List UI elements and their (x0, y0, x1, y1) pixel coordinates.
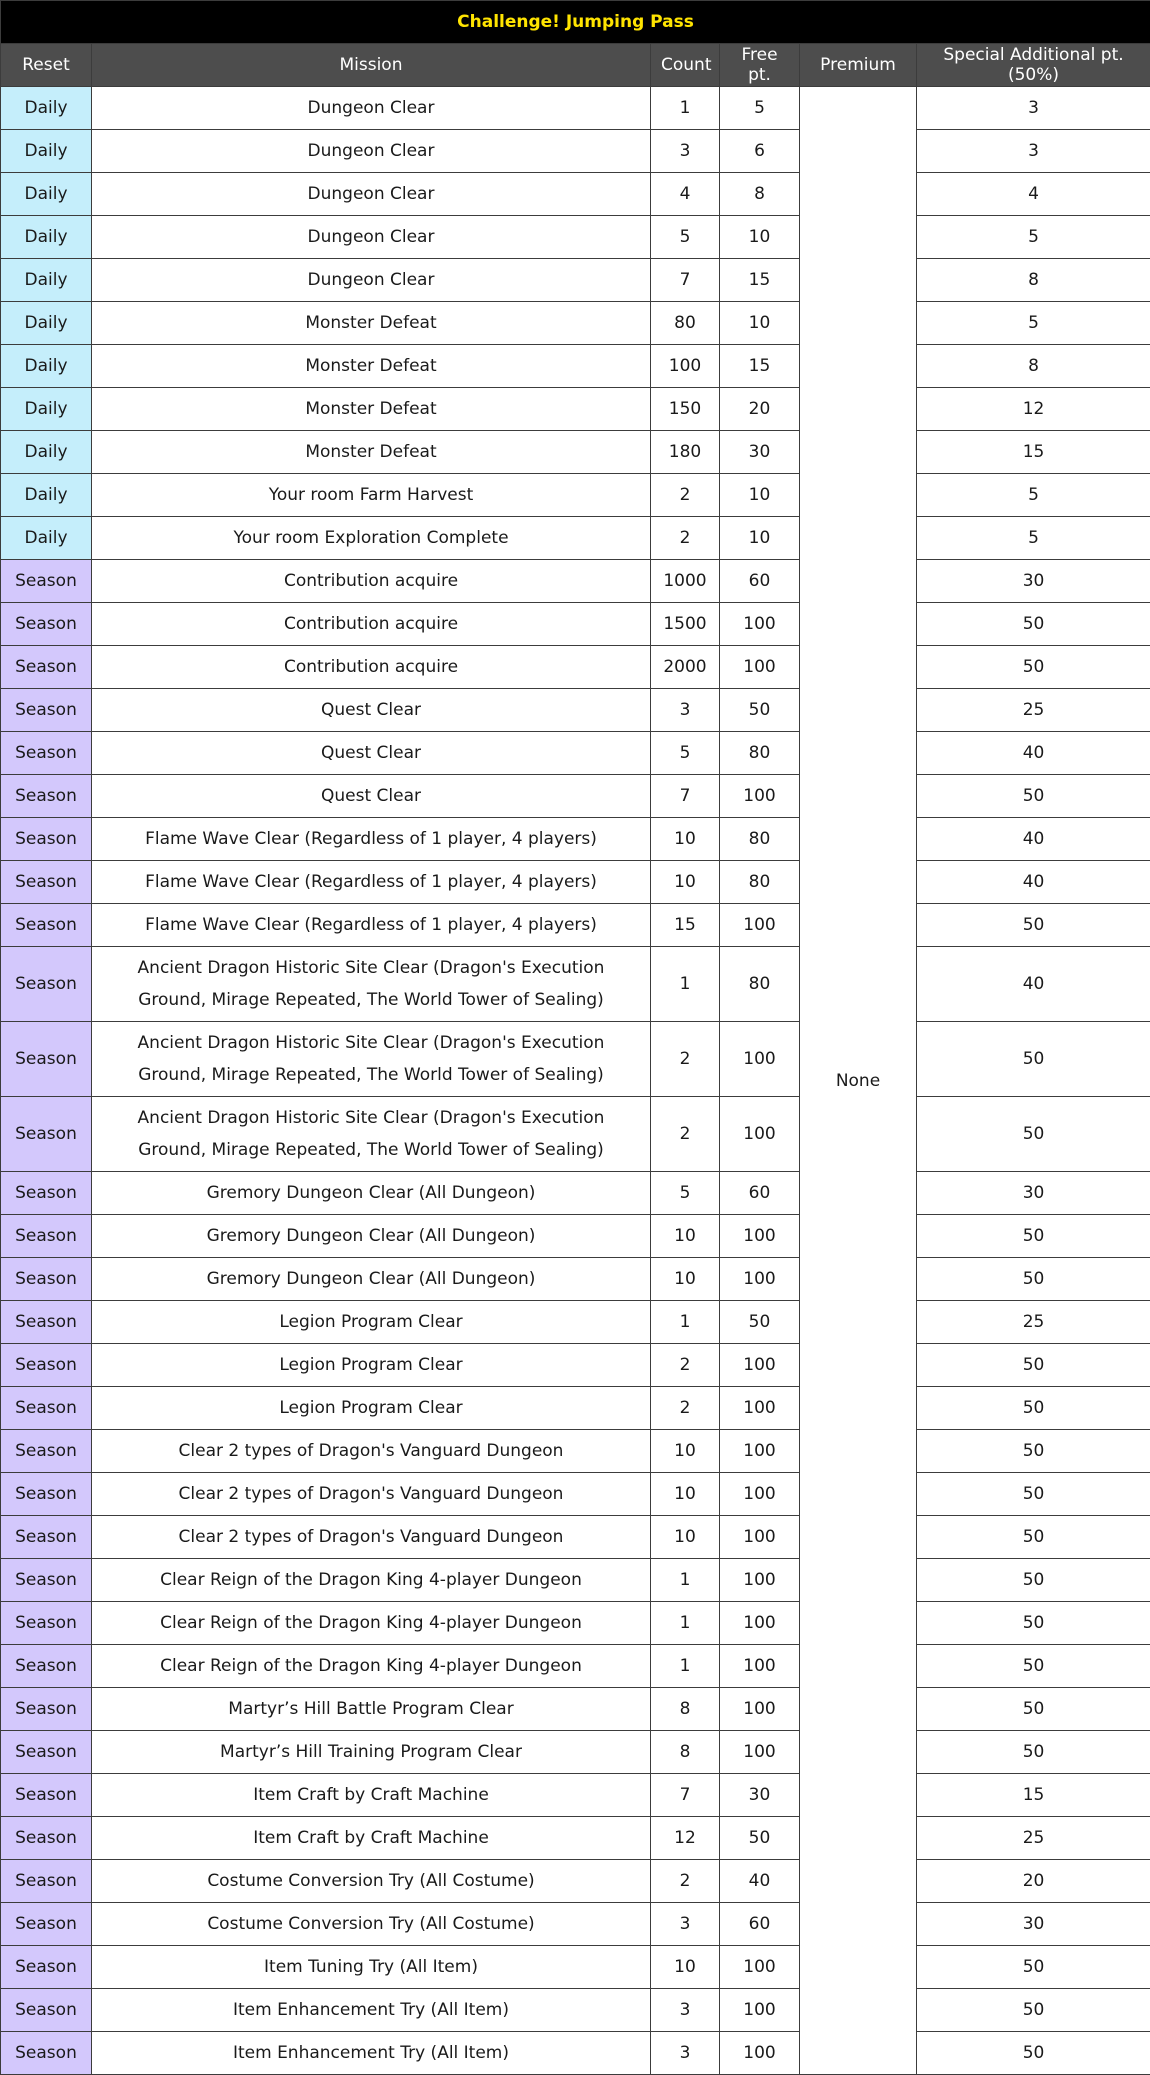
count-cell: 150 (651, 388, 720, 431)
mission-cell: Your room Exploration Complete (92, 517, 651, 560)
table-row (1, 1473, 1150, 1516)
reset-cell: Season (1, 1946, 92, 1989)
reset-cell: Season (1, 1559, 92, 1602)
mission-cell: Quest Clear (92, 732, 651, 775)
special-pt-cell: 50 (917, 2032, 1150, 2075)
header-count: Count (651, 44, 720, 87)
reset-cell: Daily (1, 130, 92, 173)
table-row (1, 345, 1150, 388)
free-pt-cell: 100 (720, 1516, 800, 1559)
table-title: Challenge! Jumping Pass (1, 1, 1150, 44)
count-cell: 8 (651, 1688, 720, 1731)
table-row (1, 1946, 1150, 1989)
count-cell: 1500 (651, 603, 720, 646)
mission-cell: Contribution acquire (92, 603, 651, 646)
free-pt-cell: 15 (720, 345, 800, 388)
reset-cell: Daily (1, 345, 92, 388)
table-row (1, 689, 1150, 732)
table-row (1, 87, 1150, 130)
free-pt-cell: 100 (720, 1946, 800, 1989)
table-row (1, 474, 1150, 517)
count-cell: 3 (651, 2032, 720, 2075)
mission-cell: Quest Clear (92, 689, 651, 732)
free-pt-cell: 100 (720, 904, 800, 947)
reset-cell: Season (1, 1022, 92, 1097)
count-cell: 10 (651, 1215, 720, 1258)
special-pt-cell: 15 (917, 431, 1150, 474)
mission-cell: Monster Defeat (92, 388, 651, 431)
table-row (1, 560, 1150, 603)
free-pt-cell: 50 (720, 1301, 800, 1344)
mission-cell: Ancient Dragon Historic Site Clear (Dragon's Execution Ground, Mirage Repeated, The World Tower of Sealing) (92, 1022, 651, 1097)
special-pt-cell: 5 (917, 517, 1150, 560)
count-cell: 10 (651, 1516, 720, 1559)
reset-cell: Season (1, 1172, 92, 1215)
table-row (1, 775, 1150, 818)
free-pt-cell: 80 (720, 947, 800, 1022)
mission-cell: Item Enhancement Try (All Item) (92, 1989, 651, 2032)
count-cell: 15 (651, 904, 720, 947)
reset-cell: Season (1, 1097, 92, 1172)
count-cell: 3 (651, 1989, 720, 2032)
free-pt-cell: 100 (720, 1430, 800, 1473)
table-row (1, 1989, 1150, 2032)
count-cell: 1 (651, 1645, 720, 1688)
free-pt-cell: 100 (720, 1473, 800, 1516)
reset-cell: Season (1, 1258, 92, 1301)
table-row (1, 818, 1150, 861)
reset-cell: Season (1, 1602, 92, 1645)
mission-cell: Monster Defeat (92, 302, 651, 345)
table-row (1, 1731, 1150, 1774)
reset-cell: Season (1, 1344, 92, 1387)
reset-cell: Season (1, 1903, 92, 1946)
count-cell: 4 (651, 173, 720, 216)
free-pt-cell: 100 (720, 1989, 800, 2032)
reset-cell: Season (1, 560, 92, 603)
mission-cell: Dungeon Clear (92, 130, 651, 173)
mission-cell: Quest Clear (92, 775, 651, 818)
mission-cell: Clear Reign of the Dragon King 4-player Dungeon (92, 1559, 651, 1602)
table-row (1, 1097, 1150, 1172)
mission-cell: Flame Wave Clear (Regardless of 1 player, 4 players) (92, 861, 651, 904)
free-pt-cell: 100 (720, 1215, 800, 1258)
count-cell: 2 (651, 1344, 720, 1387)
table-row (1, 388, 1150, 431)
count-cell: 1 (651, 1602, 720, 1645)
header-free-pt: Free pt. (720, 44, 800, 87)
table-row (1, 1022, 1150, 1097)
reset-cell: Season (1, 689, 92, 732)
mission-cell: Clear 2 types of Dragon's Vanguard Dungeon (92, 1473, 651, 1516)
count-cell: 1 (651, 87, 720, 130)
count-cell: 1 (651, 1301, 720, 1344)
mission-cell: Monster Defeat (92, 345, 651, 388)
mission-cell: Legion Program Clear (92, 1344, 651, 1387)
special-pt-cell: 50 (917, 1344, 1150, 1387)
special-pt-cell: 25 (917, 1301, 1150, 1344)
free-pt-cell: 80 (720, 861, 800, 904)
reset-cell: Season (1, 2032, 92, 2075)
title-row (1, 1, 1150, 44)
count-cell: 3 (651, 1903, 720, 1946)
special-pt-cell: 5 (917, 474, 1150, 517)
count-cell: 2 (651, 1022, 720, 1097)
reset-cell: Season (1, 1774, 92, 1817)
special-pt-cell: 50 (917, 1516, 1150, 1559)
count-cell: 2 (651, 1860, 720, 1903)
mission-cell: Clear 2 types of Dragon's Vanguard Dungeon (92, 1516, 651, 1559)
mission-cell: Costume Conversion Try (All Costume) (92, 1903, 651, 1946)
free-pt-cell: 10 (720, 216, 800, 259)
table-row (1, 1215, 1150, 1258)
reset-cell: Daily (1, 388, 92, 431)
special-pt-cell: 50 (917, 603, 1150, 646)
special-pt-cell: 50 (917, 1387, 1150, 1430)
count-cell: 10 (651, 861, 720, 904)
count-cell: 2000 (651, 646, 720, 689)
header-special-pt: Special Additional pt. (50%) (917, 44, 1150, 87)
free-pt-cell: 6 (720, 130, 800, 173)
free-pt-cell: 60 (720, 1903, 800, 1946)
table-row (1, 1645, 1150, 1688)
special-pt-cell: 50 (917, 1645, 1150, 1688)
table-row (1, 1430, 1150, 1473)
free-pt-cell: 100 (720, 1559, 800, 1602)
count-cell: 1000 (651, 560, 720, 603)
count-cell: 2 (651, 1387, 720, 1430)
reset-cell: Season (1, 1473, 92, 1516)
mission-cell: Legion Program Clear (92, 1301, 651, 1344)
count-cell: 1 (651, 1559, 720, 1602)
mission-cell: Clear 2 types of Dragon's Vanguard Dungeon (92, 1430, 651, 1473)
header-reset: Reset (1, 44, 92, 87)
mission-cell: Costume Conversion Try (All Costume) (92, 1860, 651, 1903)
reset-cell: Season (1, 775, 92, 818)
count-cell: 10 (651, 1946, 720, 1989)
count-cell: 2 (651, 1097, 720, 1172)
free-pt-cell: 100 (720, 1645, 800, 1688)
mission-cell: Item Enhancement Try (All Item) (92, 2032, 651, 2075)
free-pt-cell: 100 (720, 1344, 800, 1387)
reset-cell: Daily (1, 173, 92, 216)
reset-cell: Season (1, 1645, 92, 1688)
table-row (1, 1258, 1150, 1301)
count-cell: 12 (651, 1817, 720, 1860)
special-pt-cell: 50 (917, 1022, 1150, 1097)
mission-cell: Martyr’s Hill Training Program Clear (92, 1731, 651, 1774)
mission-cell: Dungeon Clear (92, 173, 651, 216)
free-pt-cell: 100 (720, 1602, 800, 1645)
reset-cell: Daily (1, 431, 92, 474)
count-cell: 2 (651, 474, 720, 517)
table-row (1, 1817, 1150, 1860)
header-premium: Premium (800, 44, 917, 87)
free-pt-cell: 8 (720, 173, 800, 216)
table-row (1, 259, 1150, 302)
table-row (1, 861, 1150, 904)
special-pt-cell: 50 (917, 1097, 1150, 1172)
free-pt-cell: 100 (720, 1387, 800, 1430)
special-pt-cell: 40 (917, 732, 1150, 775)
count-cell: 8 (651, 1731, 720, 1774)
count-cell: 10 (651, 1473, 720, 1516)
reset-cell: Season (1, 947, 92, 1022)
special-pt-cell: 50 (917, 646, 1150, 689)
free-pt-cell: 100 (720, 1022, 800, 1097)
special-pt-cell: 8 (917, 345, 1150, 388)
table-row (1, 431, 1150, 474)
table-row (1, 1688, 1150, 1731)
reset-cell: Season (1, 1301, 92, 1344)
count-cell: 5 (651, 1172, 720, 1215)
free-pt-cell: 10 (720, 302, 800, 345)
reset-cell: Season (1, 732, 92, 775)
count-cell: 2 (651, 517, 720, 560)
free-pt-cell: 30 (720, 1774, 800, 1817)
free-pt-cell: 15 (720, 259, 800, 302)
special-pt-cell: 25 (917, 1817, 1150, 1860)
special-pt-cell: 50 (917, 1473, 1150, 1516)
table-row (1, 1559, 1150, 1602)
special-pt-cell: 50 (917, 1946, 1150, 1989)
mission-cell: Item Craft by Craft Machine (92, 1774, 651, 1817)
free-pt-cell: 100 (720, 775, 800, 818)
special-pt-cell: 30 (917, 1172, 1150, 1215)
free-pt-cell: 80 (720, 818, 800, 861)
table-row (1, 302, 1150, 345)
mission-cell: Your room Farm Harvest (92, 474, 651, 517)
special-pt-cell: 3 (917, 130, 1150, 173)
reset-cell: Season (1, 1688, 92, 1731)
mission-cell: Contribution acquire (92, 646, 651, 689)
table-row (1, 173, 1150, 216)
free-pt-cell: 50 (720, 1817, 800, 1860)
count-cell: 7 (651, 259, 720, 302)
reset-cell: Season (1, 646, 92, 689)
reset-cell: Season (1, 1215, 92, 1258)
special-pt-cell: 5 (917, 302, 1150, 345)
table-row (1, 216, 1150, 259)
count-cell: 3 (651, 689, 720, 732)
mission-cell: Ancient Dragon Historic Site Clear (Dragon's Execution Ground, Mirage Repeated, The World Tower of Sealing) (92, 947, 651, 1022)
reset-cell: Daily (1, 216, 92, 259)
reset-cell: Daily (1, 87, 92, 130)
table-row (1, 1903, 1150, 1946)
free-pt-cell: 30 (720, 431, 800, 474)
free-pt-cell: 100 (720, 1258, 800, 1301)
mission-cell: Item Tuning Try (All Item) (92, 1946, 651, 1989)
special-pt-cell: 20 (917, 1860, 1150, 1903)
mission-cell: Dungeon Clear (92, 216, 651, 259)
count-cell: 5 (651, 216, 720, 259)
mission-cell: Dungeon Clear (92, 259, 651, 302)
mission-cell: Gremory Dungeon Clear (All Dungeon) (92, 1172, 651, 1215)
table-row (1, 646, 1150, 689)
table-row (1, 1602, 1150, 1645)
special-pt-cell: 5 (917, 216, 1150, 259)
reset-cell: Daily (1, 259, 92, 302)
reset-cell: Season (1, 1387, 92, 1430)
special-pt-cell: 12 (917, 388, 1150, 431)
mission-cell: Flame Wave Clear (Regardless of 1 player, 4 players) (92, 904, 651, 947)
reset-cell: Season (1, 861, 92, 904)
special-pt-cell: 50 (917, 1430, 1150, 1473)
mission-cell: Martyr’s Hill Battle Program Clear (92, 1688, 651, 1731)
table-row (1, 517, 1150, 560)
special-pt-cell: 50 (917, 1559, 1150, 1602)
special-pt-cell: 30 (917, 1903, 1150, 1946)
special-pt-cell: 50 (917, 775, 1150, 818)
mission-cell: Flame Wave Clear (Regardless of 1 player, 4 players) (92, 818, 651, 861)
special-pt-cell: 30 (917, 560, 1150, 603)
free-pt-cell: 10 (720, 474, 800, 517)
special-pt-cell: 15 (917, 1774, 1150, 1817)
count-cell: 10 (651, 818, 720, 861)
mission-cell: Clear Reign of the Dragon King 4-player Dungeon (92, 1645, 651, 1688)
reset-cell: Season (1, 603, 92, 646)
count-cell: 10 (651, 1430, 720, 1473)
table-row (1, 1172, 1150, 1215)
mission-cell: Legion Program Clear (92, 1387, 651, 1430)
table-row (1, 1860, 1150, 1903)
table-row (1, 1344, 1150, 1387)
special-pt-cell: 50 (917, 1215, 1150, 1258)
free-pt-cell: 5 (720, 87, 800, 130)
mission-cell: Contribution acquire (92, 560, 651, 603)
special-pt-cell: 40 (917, 861, 1150, 904)
header-row (1, 44, 1150, 87)
special-pt-cell: 8 (917, 259, 1150, 302)
reset-cell: Season (1, 818, 92, 861)
reset-cell: Season (1, 1516, 92, 1559)
free-pt-cell: 40 (720, 1860, 800, 1903)
count-cell: 3 (651, 130, 720, 173)
reset-cell: Season (1, 1731, 92, 1774)
table-row (1, 1774, 1150, 1817)
count-cell: 10 (651, 1258, 720, 1301)
reset-cell: Season (1, 1860, 92, 1903)
count-cell: 100 (651, 345, 720, 388)
free-pt-cell: 50 (720, 689, 800, 732)
count-cell: 180 (651, 431, 720, 474)
special-pt-cell: 4 (917, 173, 1150, 216)
reset-cell: Season (1, 1989, 92, 2032)
special-pt-cell: 50 (917, 904, 1150, 947)
free-pt-cell: 100 (720, 646, 800, 689)
table-row (1, 1301, 1150, 1344)
table-row (1, 904, 1150, 947)
table-row (1, 947, 1150, 1022)
table-body (1, 87, 1150, 2075)
reset-cell: Daily (1, 517, 92, 560)
mission-cell: Dungeon Clear (92, 87, 651, 130)
free-pt-cell: 100 (720, 2032, 800, 2075)
special-pt-cell: 25 (917, 689, 1150, 732)
mission-cell: Item Craft by Craft Machine (92, 1817, 651, 1860)
count-cell: 7 (651, 1774, 720, 1817)
table-row (1, 1387, 1150, 1430)
special-pt-cell: 40 (917, 947, 1150, 1022)
special-pt-cell: 3 (917, 87, 1150, 130)
free-pt-cell: 60 (720, 560, 800, 603)
count-cell: 1 (651, 947, 720, 1022)
count-cell: 5 (651, 732, 720, 775)
mission-cell: Gremory Dungeon Clear (All Dungeon) (92, 1258, 651, 1301)
reset-cell: Season (1, 1430, 92, 1473)
reset-cell: Season (1, 904, 92, 947)
table-row (1, 732, 1150, 775)
free-pt-cell: 100 (720, 1688, 800, 1731)
count-cell: 80 (651, 302, 720, 345)
special-pt-cell: 50 (917, 1688, 1150, 1731)
mission-cell: Monster Defeat (92, 431, 651, 474)
mission-cell: Gremory Dungeon Clear (All Dungeon) (92, 1215, 651, 1258)
header-mission: Mission (92, 44, 651, 87)
free-pt-cell: 60 (720, 1172, 800, 1215)
special-pt-cell: 50 (917, 1258, 1150, 1301)
free-pt-cell: 10 (720, 517, 800, 560)
reset-cell: Season (1, 1817, 92, 1860)
reset-cell: Daily (1, 474, 92, 517)
special-pt-cell: 50 (917, 1989, 1150, 2032)
table-row (1, 603, 1150, 646)
free-pt-cell: 100 (720, 1097, 800, 1172)
free-pt-cell: 100 (720, 603, 800, 646)
free-pt-cell: 20 (720, 388, 800, 431)
special-pt-cell: 50 (917, 1602, 1150, 1645)
reset-cell: Daily (1, 302, 92, 345)
free-pt-cell: 80 (720, 732, 800, 775)
table-row (1, 2032, 1150, 2075)
special-pt-cell: 40 (917, 818, 1150, 861)
free-pt-cell: 100 (720, 1731, 800, 1774)
table-row (1, 130, 1150, 173)
special-pt-cell: 50 (917, 1731, 1150, 1774)
table-row (1, 1516, 1150, 1559)
premium-cell: None (800, 87, 917, 2075)
mission-cell: Ancient Dragon Historic Site Clear (Dragon's Execution Ground, Mirage Repeated, The World Tower of Sealing) (92, 1097, 651, 1172)
mission-cell: Clear Reign of the Dragon King 4-player Dungeon (92, 1602, 651, 1645)
count-cell: 7 (651, 775, 720, 818)
